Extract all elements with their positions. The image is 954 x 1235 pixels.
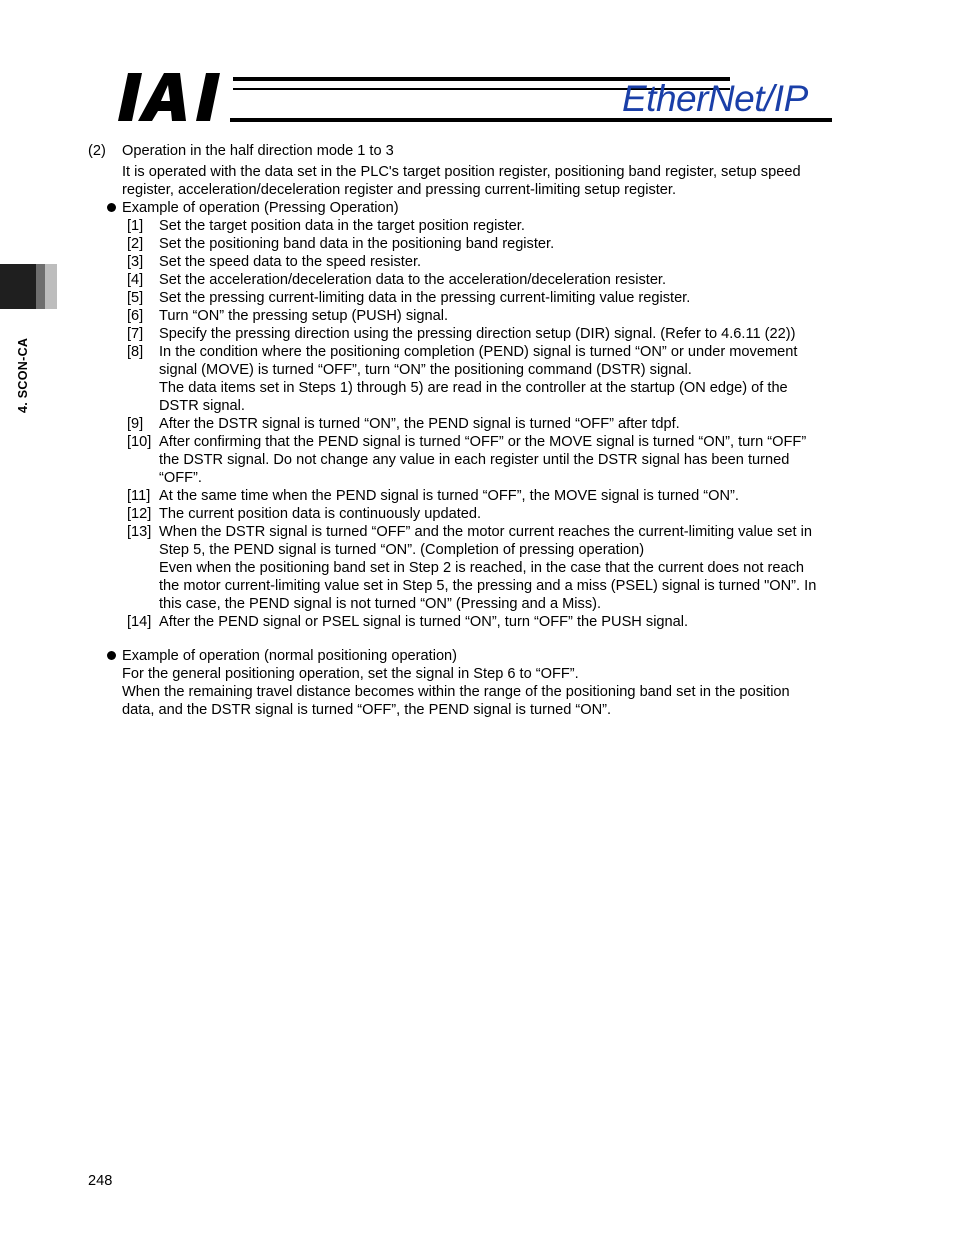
step-text: Step 5, the PEND signal is turned “ON”. (Completion of pressing operation) [159, 542, 645, 558]
iai-logo [118, 71, 228, 123]
brand-title: EtherNet/IP [622, 78, 808, 119]
step-text: Even when the positioning band set in Step 2 is reached, in the case that the current does not reach [159, 560, 804, 576]
step-text: Specify the pressing direction using the pressing direction setup (DIR) signal. (Refer to 4.6.11 (22)) [159, 326, 796, 342]
section-title: Operation in the half direction mode 1 to 3 [122, 143, 394, 159]
step-text: “OFF”. [159, 470, 202, 486]
step-text: Set the speed data to the speed resister. [159, 254, 422, 270]
step-text: After confirming that the PEND signal is turned “OFF” or the MOVE signal is turned “ON”, turn “OFF” [159, 434, 807, 450]
page-header [112, 68, 837, 126]
step-text: Set the pressing current-limiting data in the pressing current-limiting value register. [159, 290, 691, 306]
step-number: [13] [127, 524, 152, 540]
step-text: Set the acceleration/deceleration data to the acceleration/deceleration resister. [159, 272, 667, 288]
example2-line: When the remaining travel distance becomes within the range of the positioning band set in the position [122, 684, 790, 700]
section-number: (2) [88, 143, 106, 159]
step-number: [2] [127, 236, 144, 252]
step-number: [9] [127, 416, 144, 432]
step-text: The data items set in Steps 1) through 5) are read in the controller at the startup (ON edge) of the [159, 380, 788, 396]
step-text: Set the positioning band data in the positioning band register. [159, 236, 555, 252]
step-text: the DSTR signal. Do not change any value in each register until the DSTR signal has been turned [159, 452, 790, 468]
step-number: [12] [127, 506, 152, 522]
chapter-tab [0, 264, 57, 309]
example2-title: Example of operation (normal positioning operation) [122, 648, 458, 664]
step-text: Turn “ON” the pressing setup (PUSH) signal. [159, 308, 449, 324]
step-text: In the condition where the positioning completion (PEND) signal is turned “ON” or under movement [159, 344, 798, 360]
step-text: The current position data is continuously updated. [159, 506, 482, 522]
example1-title: Example of operation (Pressing Operation) [122, 200, 399, 216]
step-text: Set the target position data in the target position register. [159, 218, 525, 234]
step-number: [4] [127, 272, 144, 288]
step-number: [7] [127, 326, 144, 342]
chapter-label: 4. SCON-CA [16, 337, 30, 413]
page-number: 248 [88, 1173, 113, 1189]
step-number: [6] [127, 308, 144, 324]
bullet-icon [107, 651, 116, 660]
example2-line: For the general positioning operation, set the signal in Step 6 to “OFF”. [122, 666, 579, 682]
step-text: After the DSTR signal is turned “ON”, the PEND signal is turned “OFF” after tdpf. [159, 416, 680, 432]
step-number: [14] [127, 614, 152, 630]
step-number: [11] [127, 488, 151, 504]
step-number: [5] [127, 290, 144, 306]
step-number: [8] [127, 344, 144, 360]
step-text: signal (MOVE) is turned “OFF”, turn “ON” the positioning command (DSTR) signal. [159, 362, 692, 378]
bullet-icon [107, 203, 116, 212]
step-number: [10] [127, 434, 152, 450]
step-text: At the same time when the PEND signal is turned “OFF”, the MOVE signal is turned “ON”. [159, 488, 739, 504]
example2-line: data, and the DSTR signal is turned “OFF”, the PEND signal is turned “ON”. [122, 702, 612, 718]
step-number: [1] [127, 218, 144, 234]
step-text: DSTR signal. [159, 398, 245, 414]
step-text: the motor current-limiting value set in Step 5, the pressing and a miss (PSEL) signal is turned "ON”. In [159, 578, 817, 594]
step-text: When the DSTR signal is turned “OFF” and the motor current reaches the current-limiting value set in [159, 524, 812, 540]
intro-line: It is operated with the data set in the PLC's target position register, positioning band register, setup speed [122, 164, 801, 180]
step-text: this case, the PEND signal is not turned “ON” (Pressing and a Miss). [159, 596, 602, 612]
step-number: [3] [127, 254, 144, 270]
intro-line: register, acceleration/deceleration register and pressing current-limiting setup register. [122, 182, 677, 198]
step-text: After the PEND signal or PSEL signal is turned “ON”, turn “OFF” the PUSH signal. [159, 614, 689, 630]
